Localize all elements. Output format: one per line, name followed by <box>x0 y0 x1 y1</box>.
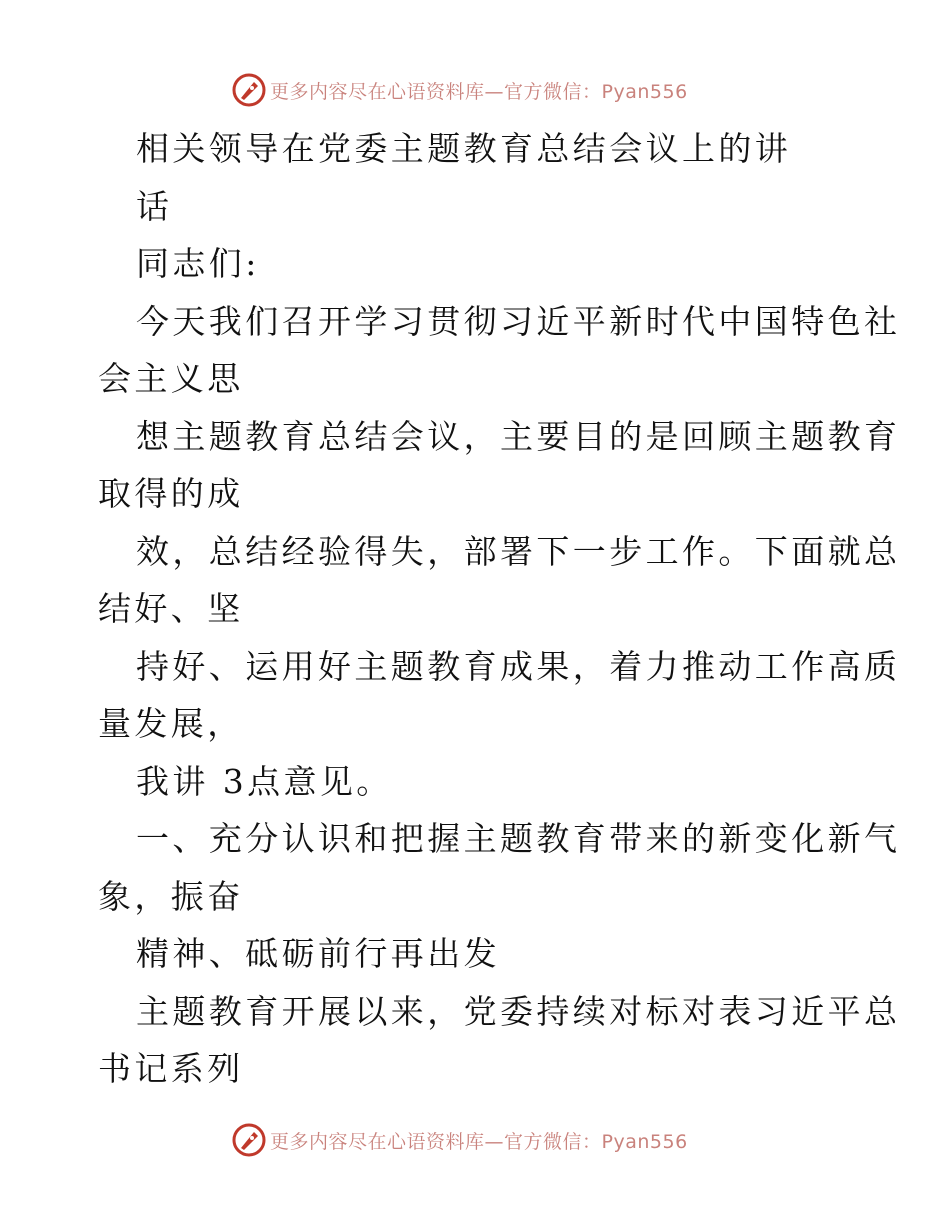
watermark-footer <box>232 1122 688 1158</box>
watermark-header <box>232 72 688 108</box>
watermark-text: 更多内容尽在心语资料库—官方微信：Pyan556 <box>270 80 688 103</box>
text-line: 想主题教育总结会议，主要目的是回顾主题教育 <box>136 416 901 456</box>
text-line: 相关领导在党委主题教育总结会议上的讲 <box>136 129 792 168</box>
text-line: 我讲 3点意见。 <box>136 761 393 801</box>
pen-nib-circle-icon <box>232 73 266 107</box>
text-line: 持好、运用好主题教育成果，着力推动工作高质 <box>136 646 901 686</box>
text-line: 书记系列 <box>98 1049 244 1088</box>
text-line: 话 <box>136 186 173 226</box>
text-line: 会主义思 <box>98 359 244 398</box>
text-line: 同志们: <box>136 244 260 283</box>
text-line: 结好、坚 <box>98 589 244 628</box>
document-body <box>98 120 901 1098</box>
text-line: 量发展， <box>98 704 244 743</box>
text-line: 效，总结经验得失，部署下一步工作。下面就总 <box>136 531 901 571</box>
text-line: 一、充分认识和把握主题教育带来的新变化新气 <box>136 819 901 858</box>
watermark-text: 更多内容尽在心语资料库—官方微信：Pyan556 <box>270 1130 688 1153</box>
text-line: 精神、砥砺前行再出发 <box>136 934 500 973</box>
text-line: 今天我们召开学习贯彻习近平新时代中国特色社 <box>136 301 901 341</box>
text-line: 象，振奋 <box>98 876 244 916</box>
text-line: 取得的成 <box>98 474 244 513</box>
text-line: 主题教育开展以来，党委持续对标对表习近平总 <box>136 991 901 1031</box>
pen-nib-circle-icon <box>232 1123 266 1157</box>
